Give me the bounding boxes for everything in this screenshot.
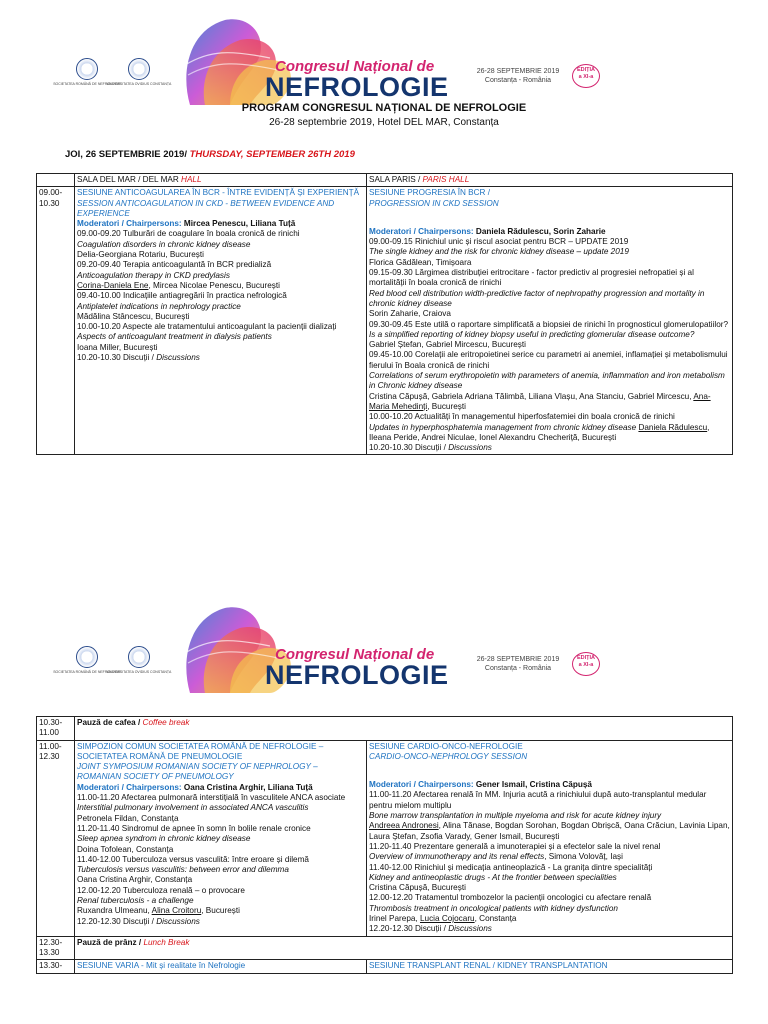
session-cell-progression: SESIUNE PROGRESIA ÎN BCR / PROGRESSION IN CKD SESSION Moderatori / Chairpersons: Daniela Rădulescu, Sorin Zaharie 09.00-09.15 Rinichiul unic și riscul asociat pentru BCR – UPDATE 2019 The single kidney and the risk for chronic kidney disease – update 2019 Florica Gădălean, Timișoara 09.15-09.30 Lărgimea distribuției eritrocitare - factor predictiv al progresiei nefropatiei și al mortalității în boala cronică de rinichi Red blood cell distribution width-predictive factor of nephropathy progression and mortality in chronic kidney disease Sorin Zaharie, Craiova 09.30-09.45 Este utilă o raportare simplificată a biopsiei de rinichi în prognosticul glomerulopatiilor? Is a simplified reporting of kidney biopsy useful in predicting glomerular disease outcome? Gabriel Ștefan, Gabriel Mircescu, București 09.45-10.00 Corelații ale eritropoietinei serice cu parametri ai anemiei, inflamației și metabolismului fierului în Boala cronică de rinichi Correlations of serum erythropoietin with parameters of anemia, inflammation and iron metabolism in Chronic kidney disease Cristina Căpușă, Gabriela Adriana Tălimbă, Liliana Vlașu, Ana Stanciu, Gabriel Mircescu, Ana-Maria Mehedinți, București 10.00-10.20 Actualități în managementul hiperfosfatemiei din boala cronică de rinichi Updates in hyperphosphatemia management from chronic kidney disease Daniela Rădulescu, Ileana Peride, Andrei Niculae, Ionel Alexandru Checheriță, București 10.20-10.30 Discuții / Discussions [367,187,733,455]
coffee-break: Pauză de cafea / Coffee break [75,717,733,741]
time-slot: 11.00- 12.30 [37,740,75,936]
day-heading: JOI, 26 SEPTEMBRIE 2019/ THURSDAY, SEPTEMBER 26TH 2019 [65,149,355,160]
hall-header-del-mar: SALA DEL MAR / DEL MAR HALL [75,174,367,187]
seal-icon [76,646,98,668]
session-title-en: SESSION ANTICOAGULATION IN CKD - BETWEEN EVIDENCE AND EXPERIENCE [77,198,335,218]
program-title: PROGRAM CONGRESUL NAȚIONAL DE NEFROLOGIE [241,102,527,114]
table-row [37,740,733,936]
partner-logos [53,646,172,674]
congress-banner-top [0,10,768,110]
break-row-lunch [37,936,733,960]
moderators: Moderatori / Chairpersons: Oana Cristina Arghir, Liliana Tuță [77,782,313,792]
session-title: SESIUNE CARDIO-ONCO-NEFROLOGIE [369,741,523,751]
congress-banner-page2 [0,598,768,698]
moderators: Moderatori / Chairpersons: Mircea Penescu, Liliana Tuță [77,219,296,229]
session-cell-joint-symposium: SIMPOZION COMUN SOCIETATEA ROMÂNĂ DE NEFROLOGIE – SOCIETATEA ROMÂNĂ DE PNEUMOLOGIE JOINT SYMPOSIUM ROMANIAN SOCIETY OF NEPHROLOGY – ROMANIAN SOCIETY OF PNEUMOLOGY Moderatori / Chairpersons: Oana Cristina Arghir, Liliana Tuță 11.00-11.20 Afectarea pulmonară interstițială în vasculitele ANCA asociate Interstitial pulmonary involvement in associated ANCA vasculitis Petronela Fildan, Constanța 11.20-11.40 Sindromul de apnee în somn în bolile renale cronice Sleep apnea syndrom in chronic kidney disease Doina Tofolean, Constanța 11.40-12.00 Tuberculoza versus vasculită: între eroare și dilemă Tuberculosis versus vasculitis: between error and dilemma Oana Cristina Arghir, Constanța 12.00-12.20 Tuberculoza renală – o provocare Renal tuberculosis - a challenge Ruxandra Ulmeanu, Alina Croitoru, București 12.20-12.30 Discuții / Discussions [75,740,367,936]
lunch-break: Pauză de prânz / Lunch Break [75,936,733,960]
break-row-coffee [37,717,733,741]
session-cell-transplant: SESIUNE TRANSPLANT RENAL / KIDNEY TRANSPLANTATION [367,960,733,973]
time-slot: 13.30- [37,960,75,973]
session-title: SESIUNE PROGRESIA ÎN BCR / [369,188,491,198]
program-subtitle: 26-28 septembrie 2019, Hotel DEL MAR, Constanța [269,117,499,128]
table-row [37,960,733,973]
schedule-table-thursday-midday [36,716,733,974]
university-logo: UNIVERSITATEA OVIDIUS CONSTANȚA [122,58,156,86]
session-title: SESIUNE ANTICOAGULAREA ÎN BCR - ÎNTRE EVIDENȚĂ ȘI EXPERIENȚĂ [77,188,360,198]
congress-subtitle: Congresul Național de [275,58,435,75]
congress-dates: 26-28 SEPTEMBRIE 2019 Constanța - România [476,656,560,672]
partner-logos [53,58,172,86]
table-header-row [37,174,733,187]
session-title-en: JOINT SYMPOSIUM ROMANIAN SOCIETY OF NEPHROLOGY – ROMANIAN SOCIETY OF PNEUMOLOGY [77,762,318,782]
edition-badge: EDIȚIA a XI-a [572,652,600,676]
edition-badge: EDIȚIA a XI-a [572,64,600,88]
congress-title: NEFROLOGIE [265,72,449,102]
time-slot: 12.30- 13.30 [37,936,75,960]
seal-icon [128,646,150,668]
seal-icon [76,58,98,80]
session-cell-anticoagulation: SESIUNE ANTICOAGULAREA ÎN BCR - ÎNTRE EVIDENȚĂ ȘI EXPERIENȚĂ SESSION ANTICOAGULATION IN CKD - BETWEEN EVIDENCE AND EXPERIENCE Moderatori / Chairpersons: Mircea Penescu, Liliana Tuță 09.00-09.20 Tulburări de coagulare în boala cronică de rinichi Coagulation disorders in chronic kidney disease Delia-Georgiana Rotariu, București 09.20-09.40 Terapia anticoagulantă în BCR predializă Anticoagulation therapy in CKD predylasis Corina-Daniela Ene, Mircea Nicolae Penescu, București 09.40-10.00 Indicațiile antiagregării în practica nefrologică Antiplatelet indications in nephrology practice Mădălina Stâncescu, București 10.00-10.20 Aspecte ale tratamentului anticoagulant la pacienții dializați Aspects of anticoagulant treatment in dialysis patients Ioana Miller, București 10.20-10.30 Discuții / Discussions [75,187,367,455]
congress-subtitle: Congresul Național de [275,646,435,663]
time-slot: 09.00- 10.30 [37,187,75,455]
session-cell-cardio-onco: SESIUNE CARDIO-ONCO-NEFROLOGIE CARDIO-ONCO-NEPHROLOGY SESSION Moderatori / Chairpersons: Gener Ismail, Cristina Căpușă 11.00-11.20 Afectarea renală în MM. Injuria acută a rinichiului după auto-transplantul medular pentru mielom multiplu Bone marrow transplantation in multiple myeloma and risk for acute kidney injury Andreea Andronesi, Alina Tănase, Bogdan Sorohan, Bogdan Obrișcă, Oana Crăciun, Lavinia Lipan, Laura Ștefan, Zsofia Varady, Gener Ismail, București 11.20-11.40 Prezentare generală a imunoterapiei și a efectelor sale la nivel renal Overview of immunotherapy and its renal effects, Simona Volovăț, Iași 11.40-12.00 Rinichiul și medicația antineoplazică - La granița dintre specialități Kidney and antineoplastic drugs - At the frontier between specialities Cristina Căpușă, București 12.00-12.20 Tratamentul trombozelor la pacienții oncologici cu afectare renală Thrombosis treatment in oncological patients with kidney dysfunction Irinel Parepa, Lucia Cojocaru, Constanța 12.20-12.30 Discuții / Discussions [367,740,733,936]
congress-dates: 26-28 SEPTEMBRIE 2019 Constanța - România [476,68,560,84]
session-cell-varia: SESIUNE VARIA - Mit și realitate în Nefrologie [75,960,367,973]
university-logo: UNIVERSITATEA OVIDIUS CONSTANȚA [122,646,156,674]
session-title-en: PROGRESSION IN CKD SESSION [369,198,499,208]
time-slot: 10.30- 11.00 [37,717,75,741]
society-logo: SOCIETATEA ROMÂNĂ DE NEFROLOGIE [70,646,104,674]
hall-header-paris: SALA PARIS / PARIS HALL [367,174,733,187]
society-logo: SOCIETATEA ROMÂNĂ DE NEFROLOGIE [70,58,104,86]
seal-icon [128,58,150,80]
congress-title: NEFROLOGIE [265,660,449,690]
moderators: Moderatori / Chairpersons: Daniela Rădulescu, Sorin Zaharie [369,226,606,236]
table-row [37,187,733,455]
moderators: Moderatori / Chairpersons: Gener Ismail, Cristina Căpușă [369,780,592,790]
session-title: SIMPOZION COMUN SOCIETATEA ROMÂNĂ DE NEFROLOGIE – SOCIETATEA ROMÂNĂ DE PNEUMOLOGIE [77,741,324,761]
schedule-table-thursday-morning [36,173,733,455]
session-title-en: CARDIO-ONCO-NEPHROLOGY SESSION [369,751,528,761]
